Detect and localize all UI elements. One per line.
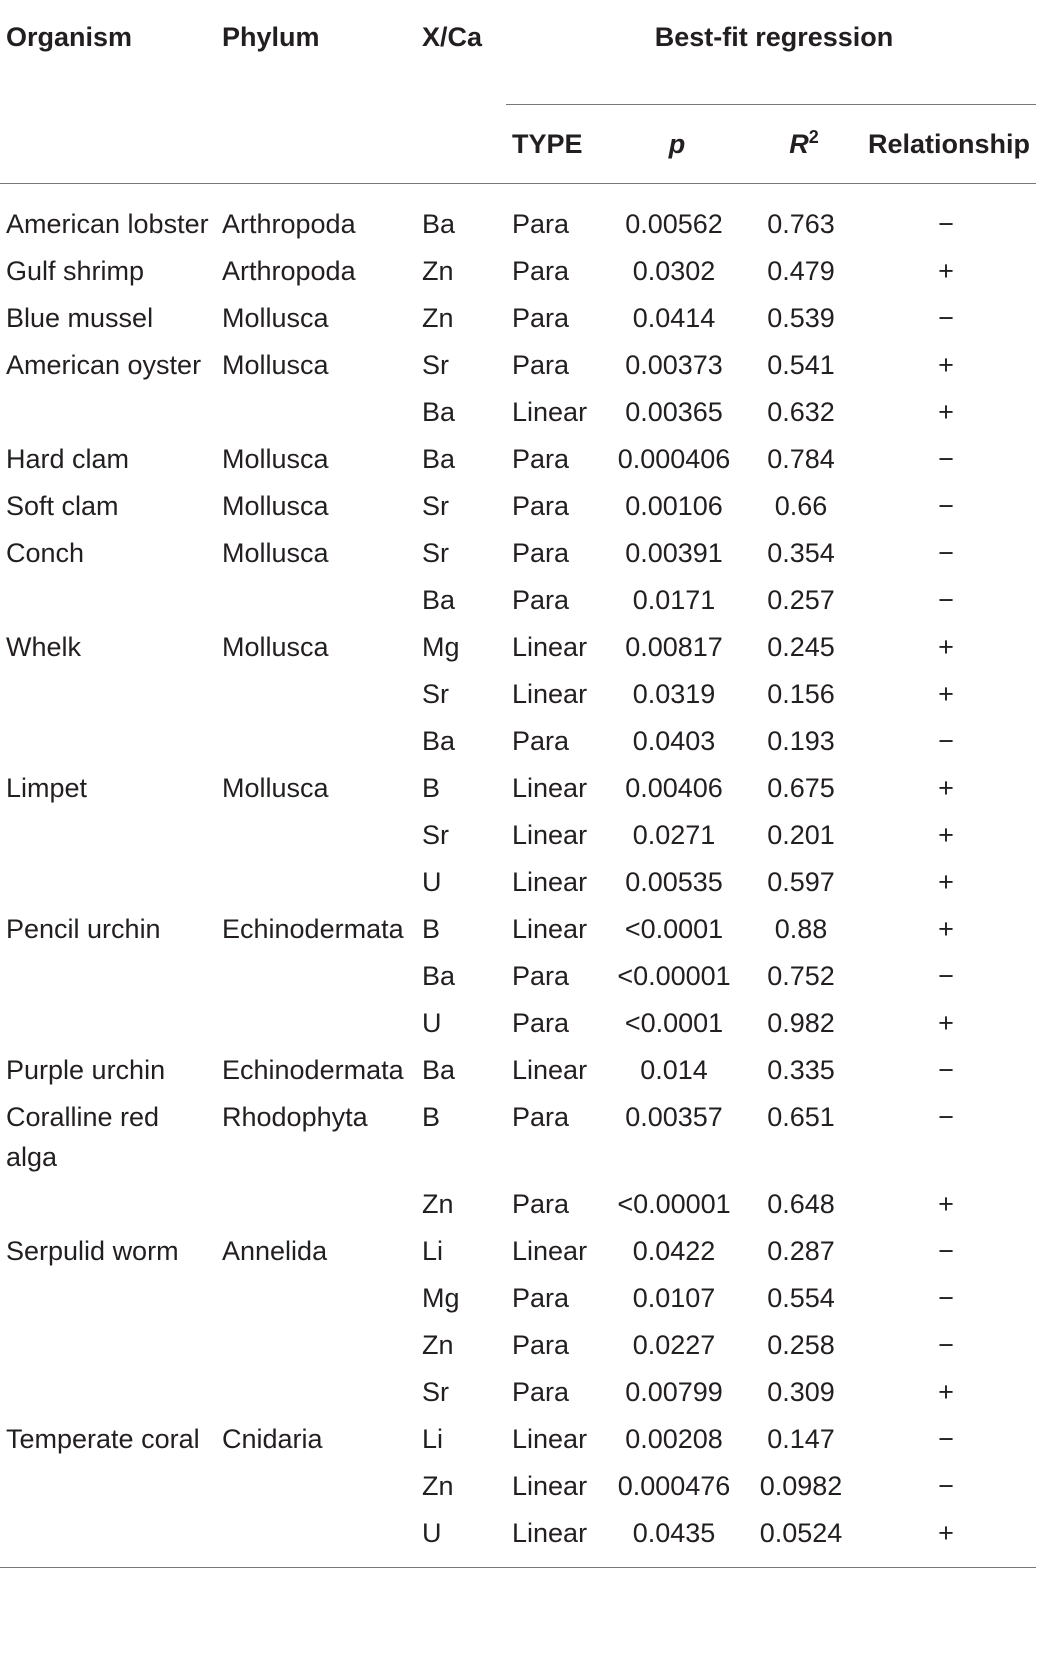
cell-r2: 0.66	[774, 491, 828, 521]
cell-relationship: +	[938, 679, 954, 709]
cell-phylum: Mollusca	[222, 773, 329, 803]
cell-r2: 0.245	[767, 632, 835, 662]
cell-r2: 0.554	[767, 1283, 835, 1313]
cell-organism	[0, 1182, 216, 1229]
table-row	[0, 484, 1036, 531]
cell-p: 0.0107	[632, 1283, 716, 1313]
header-type: TYPE	[506, 105, 602, 184]
cell-relationship: −	[938, 1283, 954, 1313]
cell-phylum: Echinodermata	[222, 1055, 404, 1085]
cell-phylum	[216, 1464, 416, 1511]
cell-xca: Ba	[422, 726, 456, 756]
cell-phylum	[216, 813, 416, 860]
cell-organism: Purple urchin	[6, 1055, 166, 1085]
cell-organism: Pencil urchin	[6, 914, 161, 944]
cell-relationship: −	[938, 1330, 954, 1360]
cell-r2: 0.0524	[746, 1511, 856, 1568]
cell-relationship: +	[938, 1189, 954, 1219]
cell-relationship: +	[938, 350, 954, 380]
cell-p: 0.0414	[632, 303, 716, 333]
cell-phylum	[216, 954, 416, 1001]
cell-phylum	[216, 1001, 416, 1048]
cell-organism	[0, 390, 216, 437]
cell-type: Para	[512, 209, 570, 239]
cell-p: <0.00001	[617, 961, 731, 991]
table-row	[0, 907, 1036, 954]
cell-p: 0.00373	[625, 350, 723, 380]
table-row	[0, 1511, 1036, 1568]
cell-relationship: +	[938, 1008, 954, 1038]
cell-organism: Limpet	[6, 773, 88, 803]
cell-p: 0.00406	[625, 773, 723, 803]
cell-organism	[0, 672, 216, 719]
cell-type: Linear	[512, 632, 588, 662]
cell-organism: Coralline red alga	[6, 1102, 160, 1172]
cell-organism	[0, 1370, 216, 1417]
table-row	[0, 719, 1036, 766]
cell-r2: 0.982	[767, 1008, 835, 1038]
cell-r2: 0.0982	[759, 1471, 843, 1501]
cell-type: Linear	[512, 1471, 588, 1501]
cell-phylum	[216, 1511, 416, 1568]
cell-r2: 0.539	[767, 303, 835, 333]
header-r2	[746, 105, 856, 184]
cell-type: Para	[512, 1283, 570, 1313]
cell-xca: Sr	[422, 538, 449, 568]
cell-r2: 0.752	[767, 961, 835, 991]
cell-phylum	[216, 1370, 416, 1417]
cell-type: Linear	[512, 679, 588, 709]
cell-type: Para	[512, 585, 570, 615]
table-row	[0, 1464, 1036, 1511]
cell-p: 0.014	[640, 1055, 708, 1085]
table-row	[0, 437, 1036, 484]
cell-xca: Sr	[422, 1377, 449, 1407]
table-row	[0, 1229, 1036, 1276]
cell-xca: B	[422, 1102, 441, 1132]
table-row	[0, 766, 1036, 813]
cell-phylum	[216, 1276, 416, 1323]
cell-relationship: +	[938, 256, 954, 286]
cell-p: 0.0302	[632, 256, 716, 286]
cell-phylum: Arthropoda	[222, 209, 356, 239]
cell-relationship: −	[938, 1424, 954, 1454]
cell-type: Para	[512, 256, 570, 286]
cell-r2: 0.287	[767, 1236, 835, 1266]
cell-xca: Ba	[422, 585, 456, 615]
cell-type: Para	[512, 1008, 570, 1038]
cell-organism: Gulf shrimp	[6, 256, 145, 286]
cell-relationship: −	[938, 1471, 954, 1501]
cell-phylum: Echinodermata	[222, 914, 404, 944]
cell-phylum: Mollusca	[222, 444, 329, 474]
cell-r2: 0.201	[767, 820, 835, 850]
cell-phylum	[216, 578, 416, 625]
cell-type: Para	[512, 726, 570, 756]
cell-p: 0.00799	[625, 1377, 723, 1407]
cell-organism: American oyster	[6, 350, 202, 380]
cell-type: Linear	[512, 397, 588, 427]
table-row	[0, 343, 1036, 390]
cell-type: Para	[512, 444, 570, 474]
cell-phylum	[216, 390, 416, 437]
cell-p: 0.00106	[625, 491, 723, 521]
cell-relationship: −	[938, 1236, 954, 1266]
cell-p: 0.0171	[632, 585, 716, 615]
cell-relationship: −	[938, 303, 954, 333]
cell-organism: Conch	[6, 538, 85, 568]
table-row	[0, 578, 1036, 625]
table-row	[0, 1095, 1036, 1182]
cell-xca: Zn	[422, 303, 454, 333]
cell-type: Para	[512, 1102, 570, 1132]
cell-p: <0.0001	[624, 914, 724, 944]
cell-phylum: Mollusca	[222, 303, 329, 333]
cell-p: 0.0271	[632, 820, 716, 850]
table-row	[0, 1370, 1036, 1417]
table-row	[0, 860, 1036, 907]
cell-p: 0.0319	[632, 679, 716, 709]
table-row	[0, 813, 1036, 860]
cell-relationship: −	[938, 1102, 954, 1132]
header-best-fit-regression: Best-fit regression	[506, 0, 1036, 105]
header-r2-base: R	[789, 128, 809, 159]
table-row	[0, 184, 1036, 250]
cell-type: Para	[512, 303, 570, 333]
table-row	[0, 672, 1036, 719]
cell-p: 0.00208	[625, 1424, 723, 1454]
cell-relationship: +	[938, 397, 954, 427]
cell-xca: Ba	[422, 1055, 456, 1085]
cell-phylum: Cnidaria	[222, 1424, 323, 1454]
cell-relationship: −	[938, 538, 954, 568]
cell-relationship: +	[938, 820, 954, 850]
cell-type: Linear	[512, 773, 588, 803]
cell-xca: U	[416, 1511, 506, 1568]
cell-organism: American lobster	[6, 209, 209, 239]
cell-xca: Li	[422, 1424, 444, 1454]
cell-organism	[0, 1511, 216, 1568]
cell-relationship: +	[938, 914, 954, 944]
cell-xca: Ba	[422, 397, 456, 427]
cell-relationship: +	[856, 1511, 1036, 1568]
table-row	[0, 1276, 1036, 1323]
header-relationship: Relationship	[856, 105, 1036, 184]
cell-type: Para	[512, 538, 570, 568]
cell-r2: 0.784	[767, 444, 835, 474]
table-body	[0, 184, 1036, 1568]
cell-relationship: +	[938, 1377, 954, 1407]
cell-phylum: Rhodophyta	[222, 1102, 368, 1132]
cell-p: 0.00391	[625, 538, 723, 568]
cell-type: Linear	[506, 1511, 602, 1568]
cell-r2: 0.354	[767, 538, 835, 568]
cell-r2: 0.651	[767, 1102, 835, 1132]
cell-organism	[0, 1323, 216, 1370]
cell-type: Para	[512, 961, 570, 991]
cell-type: Para	[512, 1377, 570, 1407]
cell-organism: Soft clam	[6, 491, 119, 521]
cell-type: Linear	[512, 1424, 588, 1454]
cell-xca: Ba	[422, 209, 456, 239]
cell-p: 0.00535	[625, 867, 723, 897]
cell-type: Linear	[512, 820, 588, 850]
cell-type: Linear	[512, 1055, 588, 1085]
cell-relationship: +	[938, 867, 954, 897]
cell-xca: Sr	[422, 491, 449, 521]
cell-phylum: Arthropoda	[222, 256, 356, 286]
table-row	[0, 296, 1036, 343]
header-phylum: Phylum	[216, 0, 416, 184]
cell-xca: Zn	[422, 1189, 454, 1219]
table-row	[0, 531, 1036, 578]
cell-phylum	[216, 860, 416, 907]
header-r2-sup: 2	[808, 126, 819, 147]
cell-xca: Zn	[422, 1471, 454, 1501]
cell-r2: 0.156	[767, 679, 835, 709]
cell-organism: Whelk	[6, 632, 82, 662]
cell-p: 0.0227	[632, 1330, 716, 1360]
cell-organism	[0, 1464, 216, 1511]
cell-type: Linear	[512, 914, 588, 944]
cell-type: Para	[512, 491, 570, 521]
cell-organism	[0, 860, 216, 907]
header-p: p	[602, 105, 746, 184]
cell-r2: 0.675	[767, 773, 835, 803]
header-organism: Organism	[0, 0, 216, 184]
cell-type: Para	[512, 1330, 570, 1360]
cell-xca: Ba	[422, 444, 456, 474]
table-row	[0, 954, 1036, 1001]
cell-r2: 0.541	[767, 350, 835, 380]
cell-xca: Ba	[422, 961, 456, 991]
cell-organism	[0, 719, 216, 766]
cell-phylum: Annelida	[222, 1236, 328, 1266]
cell-xca: B	[422, 773, 441, 803]
cell-phylum	[216, 672, 416, 719]
cell-r2: 0.258	[767, 1330, 835, 1360]
cell-xca: Mg	[422, 1283, 460, 1313]
cell-r2: 0.763	[767, 209, 835, 239]
cell-phylum: Mollusca	[222, 350, 329, 380]
cell-phylum: Mollusca	[222, 491, 329, 521]
cell-organism	[0, 578, 216, 625]
cell-organism: Serpulid worm	[6, 1236, 179, 1266]
cell-phylum	[216, 1323, 416, 1370]
cell-xca: Zn	[422, 256, 454, 286]
table-row	[0, 1001, 1036, 1048]
cell-xca: U	[422, 1008, 442, 1038]
cell-p: 0.000406	[617, 444, 731, 474]
cell-xca: Sr	[422, 679, 449, 709]
cell-xca: B	[422, 914, 441, 944]
cell-p: 0.00817	[625, 632, 723, 662]
cell-r2: 0.309	[767, 1377, 835, 1407]
cell-organism	[0, 1001, 216, 1048]
cell-r2: 0.632	[767, 397, 835, 427]
cell-type: Linear	[512, 1236, 588, 1266]
cell-relationship: −	[938, 1055, 954, 1085]
cell-p: <0.0001	[624, 1008, 724, 1038]
cell-relationship: −	[938, 961, 954, 991]
cell-r2: 0.193	[767, 726, 835, 756]
table-row	[0, 625, 1036, 672]
cell-p: 0.000476	[617, 1471, 731, 1501]
cell-p: 0.00357	[625, 1102, 723, 1132]
cell-xca: U	[422, 867, 442, 897]
cell-xca: Zn	[422, 1330, 454, 1360]
cell-p: 0.00365	[625, 397, 723, 427]
table-row	[0, 1323, 1036, 1370]
cell-organism	[0, 1276, 216, 1323]
table-row	[0, 1048, 1036, 1095]
cell-r2: 0.335	[767, 1055, 835, 1085]
cell-phylum: Mollusca	[222, 538, 329, 568]
cell-r2: 0.597	[767, 867, 835, 897]
cell-r2: 0.88	[774, 914, 828, 944]
cell-organism: Temperate coral	[6, 1424, 200, 1454]
cell-phylum	[216, 719, 416, 766]
header-xca: X/Ca	[416, 0, 506, 184]
cell-xca: Sr	[422, 820, 449, 850]
cell-relationship: +	[938, 773, 954, 803]
cell-type: Linear	[512, 867, 588, 897]
cell-p: 0.0403	[632, 726, 716, 756]
cell-p: 0.0435	[602, 1511, 746, 1568]
cell-organism: Hard clam	[6, 444, 130, 474]
cell-xca: Sr	[422, 350, 449, 380]
cell-relationship: −	[938, 726, 954, 756]
cell-r2: 0.479	[767, 256, 835, 286]
cell-type: Para	[512, 350, 570, 380]
cell-relationship: +	[938, 632, 954, 662]
cell-relationship: −	[938, 444, 954, 474]
cell-organism	[0, 813, 216, 860]
cell-phylum	[216, 1182, 416, 1229]
table-row	[0, 1417, 1036, 1464]
table-header	[0, 0, 1036, 184]
cell-relationship: −	[938, 209, 954, 239]
cell-r2: 0.648	[767, 1189, 835, 1219]
cell-relationship: −	[938, 585, 954, 615]
table-row	[0, 1182, 1036, 1229]
cell-organism	[0, 954, 216, 1001]
cell-r2: 0.147	[767, 1424, 835, 1454]
cell-type: Para	[512, 1189, 570, 1219]
cell-relationship: −	[938, 491, 954, 521]
cell-p: 0.0422	[632, 1236, 716, 1266]
cell-xca: Mg	[422, 632, 460, 662]
table-row	[0, 249, 1036, 296]
cell-p: <0.00001	[617, 1189, 731, 1219]
cell-r2: 0.257	[767, 585, 835, 615]
table-row	[0, 390, 1036, 437]
cell-xca: Li	[422, 1236, 444, 1266]
cell-p: 0.00562	[625, 209, 723, 239]
cell-phylum: Mollusca	[222, 632, 329, 662]
cell-organism: Blue mussel	[6, 303, 154, 333]
